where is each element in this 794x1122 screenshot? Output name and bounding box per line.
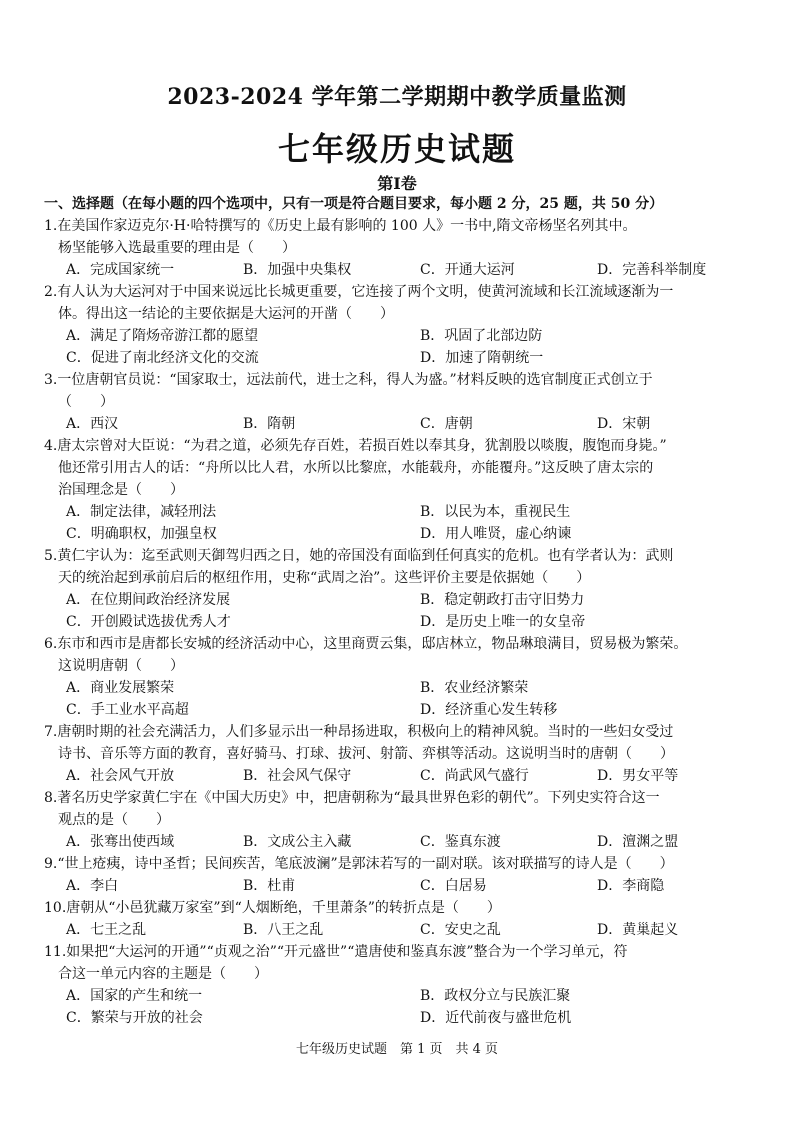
option-D[interactable]: D．是历史上唯一的女皇帝 [420, 614, 586, 630]
question-stem-continued: 观点的是（ ） [58, 812, 170, 828]
volume-label: 第Ⅰ卷 [377, 174, 417, 193]
option-C[interactable]: C．白居易 [420, 878, 487, 894]
question-stem: 1.在美国作家迈克尔·H·哈特撰写的《历史上最有影响的 100 人》一书中,隋文帝杨坚名列其中。 [44, 218, 637, 234]
options-row [44, 765, 774, 787]
option-D[interactable]: D．经济重心发生转移 [420, 702, 558, 718]
question-stem: 6.东市和西市是唐都长安城的经济活动中心，这里商贾云集，邸店林立，物品琳琅满目，贸易极为繁荣。 [44, 636, 688, 652]
question-stem: 10.唐朝从“小邑犹藏万家室”到“人烟断绝，千里萧条”的转折点是（ ） [44, 900, 501, 916]
question-stem-continued: 诗书、音乐等方面的教育，喜好骑马、打球、拔河、射箭、弈棋等活动。这说明当时的唐朝（ ） [58, 746, 674, 762]
options-row [44, 919, 774, 941]
option-B[interactable]: B．八王之乱 [243, 922, 324, 938]
option-C[interactable]: C．尚武风气盛行 [420, 768, 529, 784]
exam-title: 2023-2024 学年第二学期期中教学质量监测 [167, 84, 627, 110]
option-B[interactable]: B．文成公主入藏 [243, 834, 352, 850]
question-stem: 9.“世上疮痍，诗中圣哲；民间疾苦，笔底波澜”是郭沫若写的一副对联。该对联描写的诗人是（ ） [44, 856, 674, 872]
option-B[interactable]: B．社会风气保守 [243, 768, 352, 784]
question-stem-continued: （ ） [58, 394, 114, 410]
option-A[interactable]: A．完成国家统一 [66, 262, 175, 278]
option-B[interactable]: B．政权分立与民族汇聚 [420, 988, 571, 1004]
option-C[interactable]: C．繁荣与开放的社会 [66, 1010, 203, 1026]
option-A[interactable]: A．制定法律，减轻刑法 [66, 504, 217, 520]
question-5 [44, 545, 774, 633]
option-D[interactable]: D．男女平等 [597, 768, 679, 784]
option-B[interactable]: B．加强中央集权 [243, 262, 352, 278]
options-row [44, 611, 774, 633]
option-C[interactable]: C．明确职权，加强皇权 [66, 526, 217, 542]
options-row [44, 523, 774, 545]
option-A[interactable]: A．商业发展繁荣 [66, 680, 175, 696]
option-D[interactable]: D．用人唯贤，虚心纳谏 [420, 526, 572, 542]
option-B[interactable]: B．农业经济繁荣 [420, 680, 529, 696]
options-row [44, 699, 774, 721]
option-A[interactable]: A．社会风气开放 [66, 768, 175, 784]
options-row [44, 347, 774, 369]
question-8 [44, 787, 774, 853]
option-D[interactable]: D．宋朝 [597, 416, 651, 432]
options-row [44, 985, 774, 1007]
question-7 [44, 721, 774, 787]
question-list [44, 193, 774, 1029]
option-B[interactable]: B．以民为本，重视民生 [420, 504, 571, 520]
option-C[interactable]: C．安史之乱 [420, 922, 501, 938]
options-row [44, 1007, 774, 1029]
question-stem: 11.如果把“大运河的开通”“贞观之治”“开元盛世”“遣唐使和鉴真东渡”整合为一个学习单元，符 [44, 944, 628, 960]
question-9 [44, 853, 774, 897]
question-10 [44, 897, 774, 941]
option-C[interactable]: C．开创殿试选拔优秀人才 [66, 614, 231, 630]
option-D[interactable]: D．李商隐 [597, 878, 665, 894]
options-row [44, 875, 774, 897]
option-B[interactable]: B．稳定朝政打击守旧势力 [420, 592, 585, 608]
question-stem-continued: 合这一单元内容的主题是（ ） [58, 966, 268, 982]
question-4 [44, 435, 774, 545]
question-stem-continued: 治国理念是（ ） [58, 482, 184, 498]
option-A[interactable]: A．七王之乱 [66, 922, 147, 938]
question-stem: 5.黄仁宇认为：迄至武则天御驾归西之日，她的帝国没有面临到任何真实的危机。也有学者认为：武则 [44, 548, 674, 564]
question-11 [44, 941, 774, 1029]
options-row [44, 259, 774, 281]
options-row [44, 501, 774, 523]
option-A[interactable]: A．李白 [66, 878, 119, 894]
option-C[interactable]: C．手工业水平高超 [66, 702, 189, 718]
question-stem-continued: 天的统治起到承前启后的枢纽作用，史称“武周之治”。这些评价主要是依据她（ ） [58, 570, 591, 586]
paper-title: 七年级历史试题 [277, 130, 516, 168]
option-D[interactable]: D．澶渊之盟 [597, 834, 679, 850]
option-D[interactable]: D．加速了隋朝统一 [420, 350, 544, 366]
question-1 [44, 215, 774, 281]
option-C[interactable]: C．促进了南北经济文化的交流 [66, 350, 259, 366]
option-A[interactable]: A．满足了隋炀帝游江都的愿望 [66, 328, 259, 344]
question-6 [44, 633, 774, 721]
option-A[interactable]: A．在位期间政治经济发展 [66, 592, 231, 608]
question-3 [44, 369, 774, 435]
options-row [44, 413, 774, 435]
options-row [44, 831, 774, 853]
question-stem: 2.有人认为大运河对于中国来说远比长城更重要，它连接了两个文明，使黄河流域和长江流域逐渐为一 [44, 284, 674, 300]
question-2 [44, 281, 774, 369]
option-C[interactable]: C．唐朝 [420, 416, 473, 432]
option-B[interactable]: B．隋朝 [243, 416, 296, 432]
questions-container [44, 215, 774, 1029]
option-D[interactable]: D．完善科举制度 [597, 262, 707, 278]
option-D[interactable]: D．近代前夜与盛世危机 [420, 1010, 572, 1026]
question-stem-continued: 他还常引用古人的话：“舟所以比人君，水所以比黎庶，水能载舟，亦能覆舟。”这反映了唐太宗的 [58, 460, 654, 476]
question-stem-continued: 这说明唐朝（ ） [58, 658, 184, 674]
section-heading: 一、选择题（在每小题的四个选项中，只有一项是符合题目要求，每小题 2 分，25 题，共 50 分） [44, 196, 664, 212]
options-row [44, 589, 774, 611]
question-stem: 3.一位唐朝官员说：“国家取士，远法前代，进士之科，得人为盛。”材料反映的选官制度正式创立于 [44, 372, 653, 388]
options-row [44, 325, 774, 347]
option-A[interactable]: A．国家的产生和统一 [66, 988, 203, 1004]
page-footer: 七年级历史试题 第 1 页 共 4 页 [295, 1042, 499, 1057]
option-B[interactable]: B．杜甫 [243, 878, 296, 894]
question-stem-continued: 体。得出这一结论的主要依据是大运河的开凿（ ） [58, 306, 394, 322]
option-D[interactable]: D．黄巢起义 [597, 922, 679, 938]
option-C[interactable]: C．开通大运河 [420, 262, 515, 278]
option-C[interactable]: C．鉴真东渡 [420, 834, 501, 850]
option-B[interactable]: B．巩固了北部边防 [420, 328, 543, 344]
option-A[interactable]: A．张骞出使西域 [66, 834, 175, 850]
question-stem: 7.唐朝时期的社会充满活力，人们多显示出一种昂扬进取，积极向上的精神风貌。当时的一些妇女受过 [44, 724, 674, 740]
option-A[interactable]: A．西汉 [66, 416, 119, 432]
question-stem: 8.著名历史学家黄仁宇在《中国大历史》中，把唐朝称为“最具世界色彩的朝代”。下列史实符合这一 [44, 790, 660, 806]
question-stem: 4.唐太宗曾对大臣说：“为君之道，必须先存百姓，若损百姓以奉其身，犹割股以啖腹，腹饱而身毙。” [44, 438, 667, 454]
options-row [44, 677, 774, 699]
question-stem-continued: 杨坚能够入选最重要的理由是（ ） [58, 240, 296, 256]
